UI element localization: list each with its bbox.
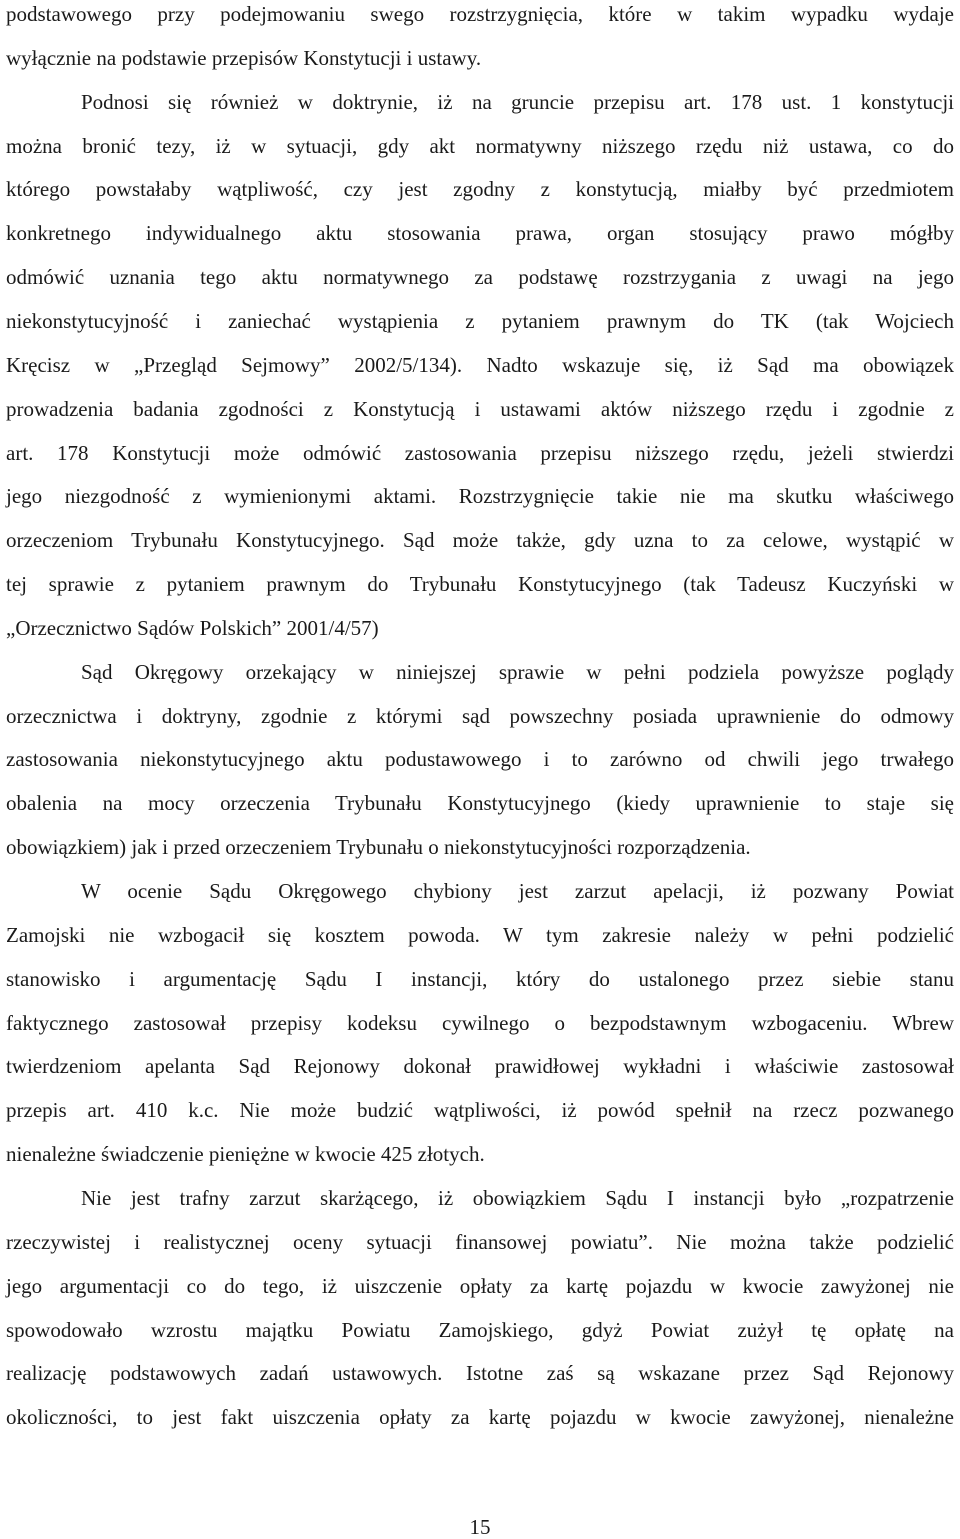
- text-line: zastosowania niekonstytucyjnego aktu podustawowego i to zarówno od chwili jego trwałego: [6, 747, 954, 772]
- text-line: okoliczności, to jest fakt uiszczenia opłaty za kartę pojazdu w kwocie zawyżonej, nienależne: [6, 1405, 954, 1430]
- text-line: obalenia na mocy orzeczenia Trybunału Konstytucyjnego (kiedy uprawnienie to staje się: [6, 791, 954, 816]
- text-line: rzeczywistej i realistycznej oceny sytuacji finansowej powiatu”. Nie można także podzielić: [6, 1229, 954, 1254]
- text-line: orzeczeniom Trybunału Konstytucyjnego. Sąd może także, gdy uzna to za celowe, wystąpić w: [6, 528, 954, 553]
- text-line: „Orzecznictwo Sądów Polskich” 2001/4/57): [6, 615, 379, 640]
- text-line: wyłącznie na podstawie przepisów Konstytucji i ustawy.: [6, 45, 482, 70]
- text-line: faktycznego zastosował przepisy kodeksu cywilnego o bezpodstawnym wzbogaceniu. Wbrew: [6, 1010, 954, 1035]
- text-line: Kręcisz w „Przegląd Sejmowy” 2002/5/134). Nadto wskazuje się, iż Sąd ma obowiązek: [6, 352, 954, 377]
- text-line: którego powstałaby wątpliwość, czy jest zgodny z konstytucją, miałby być przedmiotem: [6, 177, 954, 202]
- text-line: niekonstytucyjność i zaniechać wystąpienia z pytaniem prawnym do TK (tak Wojciech: [6, 308, 954, 333]
- text-line: Sąd Okręgowy orzekający w niniejszej sprawie w pełni podziela powyższe poglądy: [81, 659, 954, 684]
- page-number: 15: [469, 1515, 491, 1539]
- text-line: prowadzenia badania zgodności z Konstytucją i ustawami aktów niższego rzędu i zgodnie z: [6, 396, 954, 421]
- text-line: nienależne świadczenie pieniężne w kwocie 425 złotych.: [6, 1142, 485, 1167]
- text-line: twierdzeniom apelanta Sąd Rejonowy dokonał prawidłowej wykładni i właściwie zastosował: [6, 1054, 954, 1079]
- text-line: spowodowało wzrostu majątku Powiatu Zamojskiego, gdyż Powiat zużył tę opłatę na: [6, 1317, 954, 1342]
- text-line: tej sprawie z pytaniem prawnym do Trybunału Konstytucyjnego (tak Tadeusz Kuczyński w: [6, 572, 954, 597]
- text-line: orzecznictwa i doktryny, zgodnie z którymi sąd powszechny posiada uprawnienie do odmowy: [6, 703, 954, 728]
- text-line: konkretnego indywidualnego aktu stosowania prawa, organ stosujący prawo mógłby: [6, 221, 954, 246]
- text-line: odmówić uznania tego aktu normatywnego za podstawę rozstrzygania z uwagi na jego: [6, 265, 954, 290]
- text-line: Podnosi się również w doktrynie, iż na gruncie przepisu art. 178 ust. 1 konstytucji: [81, 89, 954, 114]
- text-line: podstawowego przy podejmowaniu swego rozstrzygnięcia, które w takim wypadku wydaje: [6, 2, 954, 26]
- text-line: można bronić tezy, iż w sytuacji, gdy akt normatywny niższego rzędu niż ustawa, co do: [6, 133, 954, 158]
- text-line: jego niezgodność z wymienionymi aktami. Rozstrzygnięcie takie nie ma skutku właściwego: [6, 484, 954, 509]
- text-line: Zamojski nie wzbogacił się kosztem powoda. W tym zakresie należy w pełni podzielić: [6, 922, 954, 947]
- text-line: realizację podstawowych zadań ustawowych. Istotne zaś są wskazane przez Sąd Rejonowy: [6, 1361, 954, 1386]
- text-line: obowiązkiem) jak i przed orzeczeniem Trybunału o niekonstytucyjności rozporządzenia.: [6, 835, 751, 860]
- text-line: przepis art. 410 k.c. Nie może budzić wątpliwości, iż powód spełnił na rzecz pozwanego: [6, 1098, 954, 1123]
- text-line: Nie jest trafny zarzut skarżącego, iż obowiązkiem Sądu I instancji było „rozpatrzenie: [81, 1185, 954, 1210]
- text-line: stanowisko i argumentację Sądu I instancji, który do ustalonego przez siebie stanu: [6, 966, 954, 991]
- text-line: W ocenie Sądu Okręgowego chybiony jest zarzut apelacji, iż pozwany Powiat: [81, 879, 954, 903]
- text-line: art. 178 Konstytucji może odmówić zastosowania przepisu niższego rzędu, jeżeli stwierdzi: [6, 440, 954, 465]
- text-line: jego argumentacji co do tego, iż uiszczenie opłaty za kartę pojazdu w kwocie zawyżonej nie: [6, 1273, 954, 1298]
